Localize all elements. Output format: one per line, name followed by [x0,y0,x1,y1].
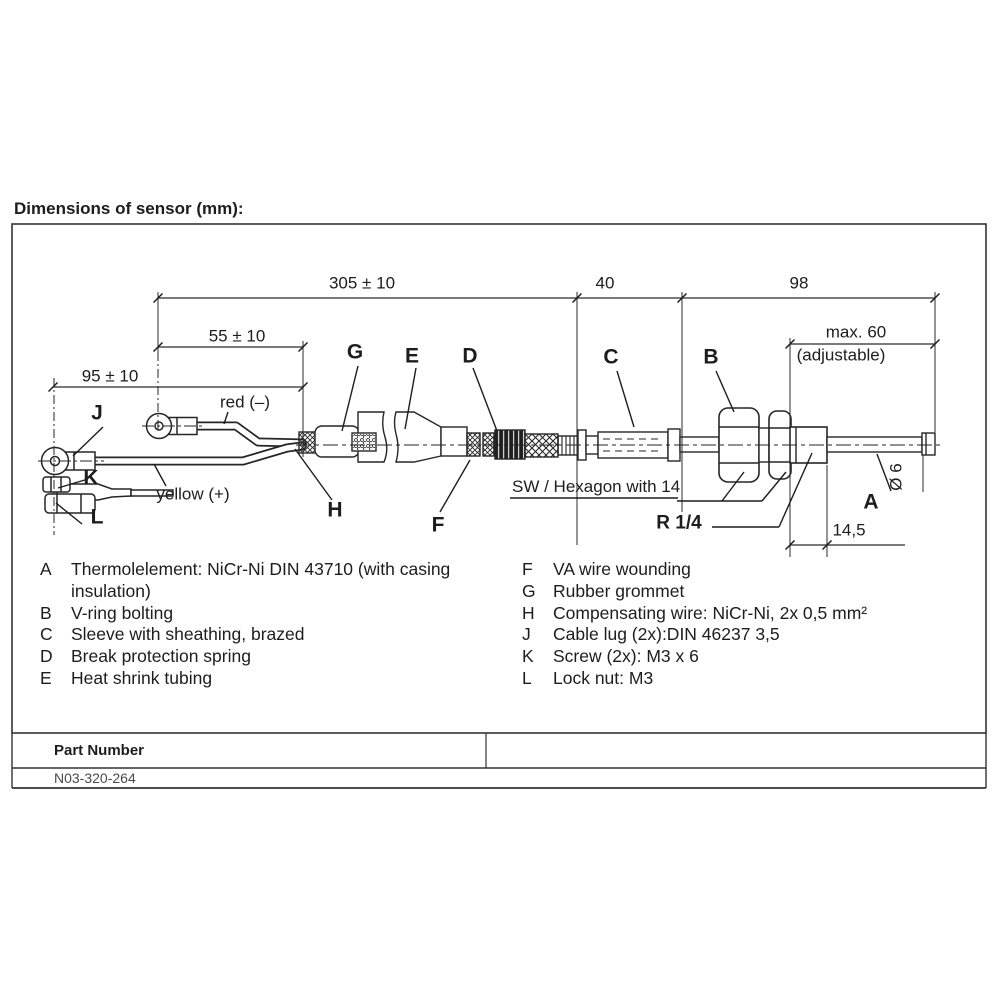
legend-item-g [522,581,978,603]
callout-e: E [404,344,420,368]
legend-left-column [40,559,473,690]
legend-letter: E [40,667,52,688]
legend-letter: C [40,624,53,645]
dim-55: 55 ± 10 [208,326,266,346]
callout-h: H [327,498,343,522]
legend-text: Rubber grommet [553,580,685,601]
legend-text: Break protection spring [71,646,251,667]
legend-item-a [40,559,473,603]
dim-dia6: Ø 6 [886,463,906,491]
legend-text: Compensating wire: NiCr-Ni, 2x 0,5 mm² [553,602,868,623]
compensating-wires [94,426,302,461]
legend-item-h [522,603,978,625]
callout-g: G [346,340,364,364]
legend-letter: K [522,646,534,667]
callout-j: J [91,401,103,425]
page-title: Dimensions of sensor (mm): [14,199,244,218]
dim-max60: max. 60 [825,322,887,342]
dim-98: 98 [789,273,809,293]
red-wire-label: red (–) [219,392,271,412]
callout-l: L [90,505,104,529]
dim-305: 305 ± 10 [328,273,396,293]
legend-item-j [522,624,978,646]
extension-lines [158,292,935,557]
dim-14-5: 14,5 [832,520,866,540]
legend-letter: B [40,602,52,623]
legend-text: Lock nut: M3 [553,667,654,688]
callout-k: K [83,466,99,490]
legend-right-column [522,559,978,690]
legend-item-d [40,646,473,668]
legend-letter: G [522,580,536,601]
legend-text: Screw (2x): M3 x 6 [553,646,699,667]
legend-item-b [40,603,473,625]
wire-wounding-left [299,432,316,453]
legend-letter: L [522,667,532,688]
callout-a: A [863,490,879,514]
legend-text: VA wire wounding [553,559,691,579]
legend-letter: D [40,646,53,667]
thread-label: R 1/4 [656,512,702,534]
dim-95: 95 ± 10 [81,366,139,386]
legend-text: Sleeve with sheathing, brazed [71,624,305,645]
callout-f: F [431,513,445,537]
heat-shrink-tubing [395,412,442,462]
callout-b: B [703,345,719,369]
legend-item-c [40,624,473,646]
legend-letter: H [522,602,535,623]
legend-letter: F [522,559,533,579]
legend-item-k [522,646,978,668]
legend-letter: A [40,559,52,579]
legend-text: Thermolelement: NiCr-Ni DIN 43710 (with casing insulation) [71,559,451,601]
legend-item-l [522,668,978,690]
yellow-wire-label: yellow (+) [156,484,230,504]
legend-item-e [40,668,473,690]
legend-item-f [522,559,978,581]
part-number-value: N03-320-264 [54,770,136,786]
callout-d: D [462,344,478,368]
part-number-label: Part Number [54,742,145,759]
dim-40: 40 [595,273,615,293]
callout-c: C [603,345,619,369]
legend-text: Cable lug (2x):DIN 46237 3,5 [553,624,780,645]
legend-text: Heat shrink tubing [71,667,213,688]
legend-letter: J [522,624,531,645]
hexagon-label: SW / Hexagon with 14 [512,477,681,496]
dim-adjustable: (adjustable) [796,345,886,365]
legend-text: V-ring bolting [71,602,174,623]
